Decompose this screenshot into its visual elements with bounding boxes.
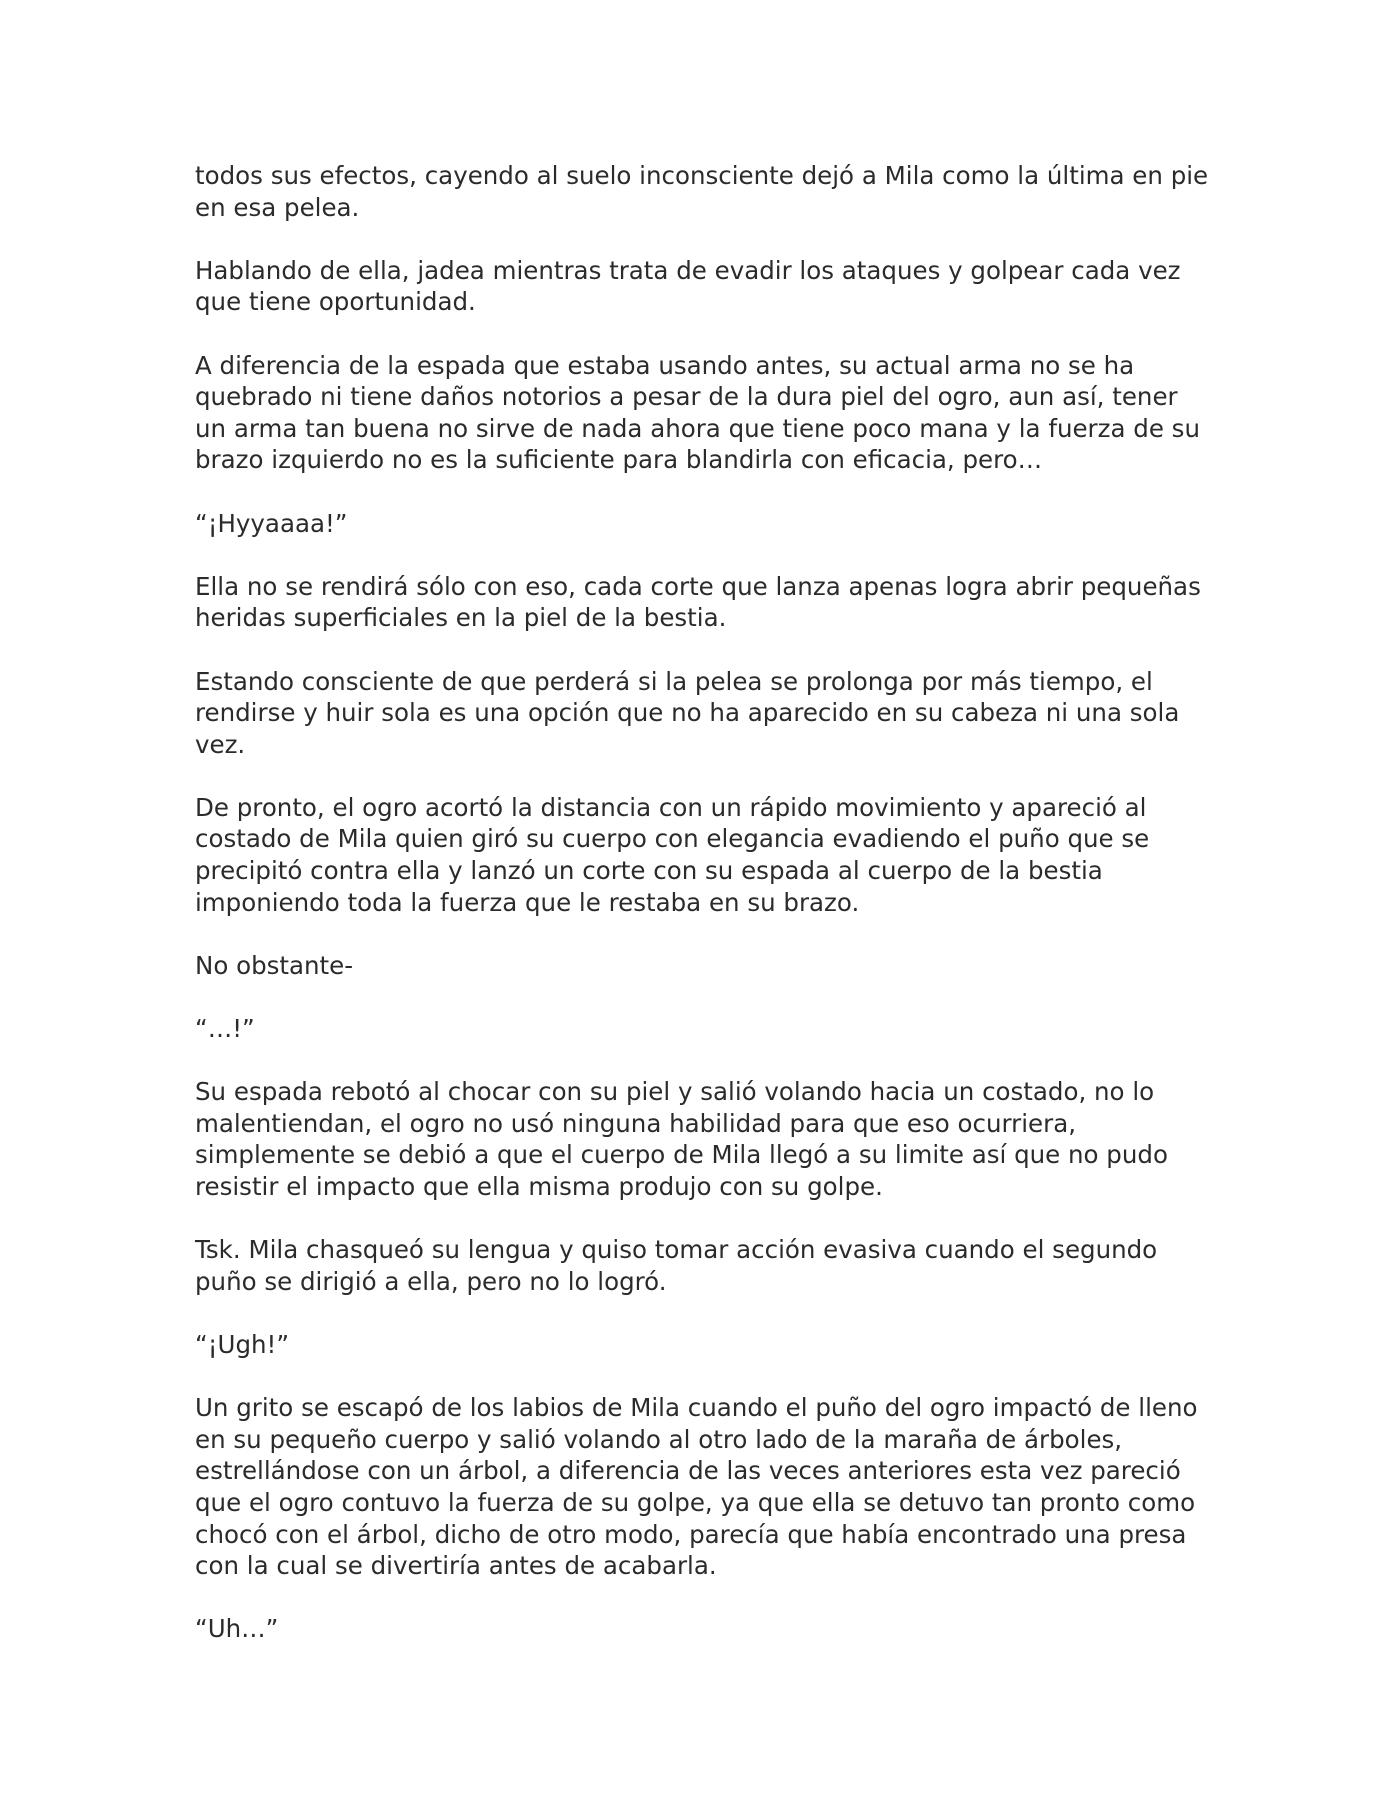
dialogue-line: “Uh…” (195, 1614, 279, 1644)
paragraph: Hablando de ella, jadea mientras trata de evadir los ataques y golpear cada vez que tiene oportunidad. (195, 255, 1181, 317)
paragraph: Su espada rebotó al chocar con su piel y salió volando hacia un costado, no lo malentiendan, el ogro no usó ninguna habilidad para que eso ocurriera, simplemente se debió a que el cuerpo de Mila llegó a su limite así que no pudo resistir el impacto que ella misma produjo con su golpe. (195, 1077, 1168, 1201)
paragraph: A diferencia de la espada que estaba usando antes, su actual arma no se ha quebrado ni tiene daños notorios a pesar de la dura piel del ogro, aun así, tener un arma tan buena no sirve de nada ahora que tiene poco mana y la fuerza de su brazo izquierdo no es la suficiente para blandirla con eficacia, pero… (195, 350, 1200, 475)
dialogue-line: “¡Ugh!” (195, 1329, 290, 1359)
paragraph: No obstante- (195, 950, 354, 980)
body-text (195, 160, 1215, 1677)
paragraph: De pronto, el ogro acortó la distancia con un rápido movimiento y apareció al costado de Mila quien giró su cuerpo con elegancia evadiendo el puño que se precipitó contra ella y lanzó un corte con su espada al cuerpo de la bestia imponiendo toda la fuerza que le restaba en su brazo. (195, 792, 1150, 917)
dialogue-line: “…!” (195, 1014, 255, 1044)
dialogue-line: “¡Hyyaaaa!” (195, 508, 348, 538)
paragraph: todos sus efectos, cayendo al suelo inconsciente dejó a Mila como la última en pie en esa pelea. (195, 161, 1209, 222)
paragraph: Estando consciente de que perderá si la pelea se prolonga por más tiempo, el rendirse y huir sola es una opción que no ha aparecido en su cabeza ni una sola vez. (195, 666, 1180, 759)
paragraph: Un grito se escapó de los labios de Mila cuando el puño del ogro impactó de lleno en su pequeño cuerpo y salió volando al otro lado de la maraña de árboles, estrellándose con un árbol, a diferencia de las veces anteriores esta vez pareció que el ogro contuvo la fuerza de su golpe, ya que ella se detuvo tan pronto como chocó con el árbol, dicho de otro modo, parecía que había encontrado una presa con la cual se divertiría antes de acabarla. (195, 1393, 1198, 1581)
paragraph: Ella no se rendirá sólo con eso, cada corte que lanza apenas logra abrir pequeñas heridas superficiales en la piel de la bestia. (195, 571, 1201, 633)
paragraph: Tsk. Mila chasqueó su lengua y quiso tomar acción evasiva cuando el segundo puño se dirigió a ella, pero no lo logró. (195, 1235, 1158, 1296)
